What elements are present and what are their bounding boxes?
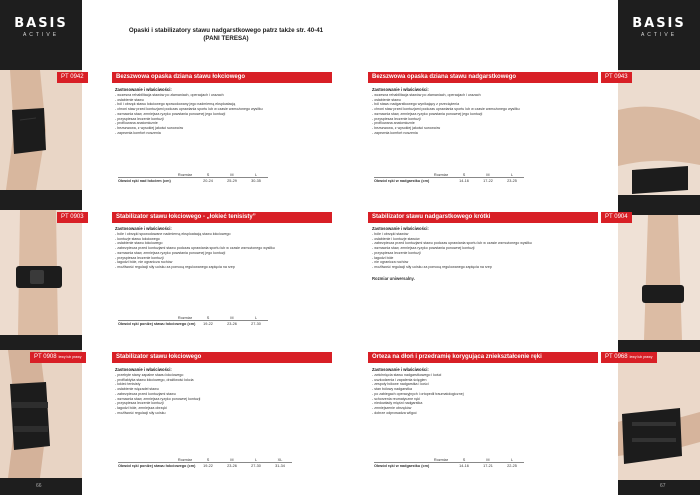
bullet-item: - przyspiesza leczenie kontuzji (115, 256, 330, 261)
bullet-item: - kontuzje stawu łokciowego (115, 237, 330, 242)
bullet-item: - profilowana anatomicznie (115, 121, 330, 126)
section-body: Zastosowanie i właściwości: - bóle i obrzęki spowodowane nadmierną eksploatacją stawu łokciowego - kontuzje stawu łokciowego - osłabienie stawu łokciowego - zabezpiecza przed kontuzjami stawu podczas uprawiania sportu lub w czasie wzmożonego wysiłku - wzmacnia staw, zmniejsza ryzyko powstania ponownej jego kontuzji - przyspiesza leczenie kontuzji - łagodzi bóle, nie ogranicza ruchów - możliwość regulacji siły ucisku za pomocą regulowanego zapięcia na rzep (115, 226, 330, 270)
size-value: 23-26 (227, 464, 237, 468)
size-table-row (118, 463, 292, 469)
bullet-list (115, 232, 330, 270)
product-code-label: PT 0904 (601, 212, 632, 223)
size-column-header: M (230, 457, 234, 462)
size-table-row (118, 321, 268, 327)
bullet-list (115, 93, 330, 135)
bullet-list (372, 373, 594, 415)
bullet-item: - po zabiegach operacyjnych i ortopedii traumatologicznej (372, 392, 594, 397)
size-column-header: M (486, 457, 490, 462)
bullet-list (115, 373, 330, 415)
product-code-label: PT 0968 lewy lub prawy (601, 352, 657, 363)
bullet-item: - przyspiesza leczenie kontuzji (115, 117, 330, 122)
bullet-item: - zabezpiecza przed kontuzjami stawu (115, 392, 330, 397)
section-title: Bezszwowa opaska dziana stawu łokciowego (112, 72, 332, 83)
size-column-header: S (206, 457, 210, 462)
size-value: 14-16 (459, 464, 469, 468)
bullet-item: - zwichnięcia stawu nadgarstkowego i kości (372, 373, 594, 378)
size-column-header: L (254, 172, 258, 177)
size-table-row (118, 178, 268, 184)
universal-size-note: Rozmiar uniwersalny. (372, 275, 415, 281)
size-value: 27-30 (251, 322, 261, 326)
section-title: Bezszwowa opaska dziana stawu nadgarstkowego (368, 72, 598, 83)
section-body: Zastosowanie i właściwości: - wczesna rehabilitacja stawów po złamaniach, operacjach i urazach - osłabienie stawu - ból stawu nadgarstkowego wynikający z przeciążenia - chroni staw przed kontuzjami podczas uprawiania sportu lub w czasie wzmożonego wysiłku - wzmacnia staw, zmniejsza ryzyko powstania ponownej jego kontuzji - przyspiesza leczenie kontuzji - profilowana anatomicznie - bezszwowa, z wysokiej jakości surowców - zapewnia komfort noszenia (372, 87, 594, 135)
product-photo-elbow-sleeve (0, 70, 82, 190)
product-photo-elbow-stabilizer (0, 350, 82, 478)
bullet-item: - profilaktyka stawu łokciowego, drażliwość łokcia (115, 378, 330, 383)
bullet-item: - przyspiesza leczenie kontuzji (372, 117, 594, 122)
size-header-label: Rozmiar (177, 457, 192, 462)
bullet-item: - osłabienie stawu (372, 98, 594, 103)
bullet-item: - wzmacnia staw, zmniejsza ryzyko powstania ponownej jego kontuzji (372, 112, 594, 117)
brand-logo-right: BASIS ACTIVE (632, 16, 686, 38)
section-body: Zastosowanie i właściwości: - przebyte stany zapalne stawu łokciowego - profilaktyka stawu łokciowego, drażliwość łokcia - łokieć tenisisty - osłabienie więzadeł stawu - zabezpiecza przed kontuzjami stawu - wzmacnia staw, zmniejsza ryzyko ponownej kontuzji - przyspiesza leczenie kontuzji - łagodzi bóle, zmniejsza obrzęki - możliwość regulacji siły ucisku (115, 367, 330, 415)
product-photo-wrist-sleeve (618, 70, 700, 195)
bullet-item: - łagodzi bóle, zmniejsza obrzęki (115, 406, 330, 411)
size-table-row (374, 463, 524, 469)
section-body: Zastosowanie i właściwości: - wczesna rehabilitacja stawów po złamaniach, operacjach i urazach - osłabienie stawu - ból i obrzęk stawu łokciowego spowodowany jego nadmierną eksploatacją - chroni staw przed kontuzjami podczas uprawiania sportu lub w czasie wzmożonego wysiłku - wzmacnia staw, zmniejsza ryzyko powstania ponownej jego kontuzji - przyspiesza leczenie kontuzji - profilowana anatomicznie - bezszwowa, z wysokiej jakości surowców - zapewnia komfort noszenia (115, 87, 330, 135)
size-row-label: Obwód ręki w nadgarstku (cm) (374, 179, 430, 183)
product-code-label: PT 0942 (57, 72, 88, 83)
bullet-item: - nie ogranicza ruchów (372, 260, 594, 265)
bullet-item: - ból stawu nadgarstkowego wynikający z przeciążenia (372, 102, 594, 107)
size-column-header: L (510, 172, 514, 177)
brand-logo-left: BASIS ACTIVE (14, 16, 68, 38)
bullet-item: - łagodzi bóle (372, 256, 594, 261)
size-header-label: Rozmiar (177, 172, 192, 177)
section-title: Stabilizator stawu łokciowego (112, 352, 332, 363)
size-value: 19-22 (203, 322, 213, 326)
bullet-item: - przyspiesza leczenie kontuzji (115, 401, 330, 406)
bullet-item: - wzmacnia staw, zmniejsza ryzyko powstania ponownej jego kontuzji (115, 112, 330, 117)
size-column-header: S (206, 315, 210, 320)
size-column-header: L (254, 315, 258, 320)
section-title: Stabilizator stawu nadgarstkowego krótki (368, 212, 598, 223)
product-photo-tennis-elbow (0, 210, 82, 335)
size-value: 27-30 (251, 464, 261, 468)
size-column-header: M (230, 315, 234, 320)
bullet-item: - łagodzi bóle, nie ogranicza ruchów (115, 260, 330, 265)
product-photo-wrist-short (618, 215, 700, 340)
size-value: 17-22 (483, 179, 493, 183)
size-column-header: S (462, 457, 466, 462)
bullet-item: - bóle i obrzęki stawów (372, 232, 594, 237)
size-column-header: S (206, 172, 210, 177)
bullet-item: - uszkodzenia i zapalenia ścięgien (372, 378, 594, 383)
bullet-item: - przyspiesza leczenie kontuzji (372, 251, 594, 256)
size-column-header: L (510, 457, 514, 462)
size-column-header: M (230, 172, 234, 177)
size-table (118, 172, 268, 184)
bullet-item: - łokieć tenisisty (115, 382, 330, 387)
size-value: 25-29 (227, 179, 237, 183)
bullet-item: - dobrze odprowadza wilgoć (372, 411, 594, 416)
size-column-header: XL (277, 457, 283, 462)
size-column-header: M (486, 172, 490, 177)
size-value: 31-34 (275, 464, 285, 468)
size-value: 23-26 (227, 322, 237, 326)
size-header-label: Rozmiar (433, 457, 448, 462)
size-header-label: Rozmiar (433, 172, 448, 177)
size-table (374, 172, 524, 184)
bullet-item: - wzmacnia staw, zmniejsza ryzyko powstania ponownej kontuzji (372, 246, 594, 251)
bullet-item: - wzmacnia staw, zmniejsza ryzyko ponownej kontuzji (115, 397, 330, 402)
product-code-label: PT 0908 lewy lub prawy (30, 352, 86, 363)
bullet-item: - zespoły bólowe nadgarstka i kości (372, 382, 594, 387)
bullet-item: - osłabienie stawu łokciowego (115, 241, 330, 246)
size-row-label: Obwód ręki w nadgarstku (cm) (374, 464, 430, 468)
bullet-item: - możliwość regulacji siły ucisku za pomocą regulowanego zapięcia na rzep (115, 265, 330, 270)
bullet-item: - osłabienie stawu (115, 98, 330, 103)
size-column-header: S (462, 172, 466, 177)
page-number-right: 67 (660, 483, 666, 489)
spread-title: Opaski i stabilizatory stawu nadgarstkowego patrz także str. 40-41 (PANI TERESA) (128, 27, 324, 42)
size-row-label: Obwód ręki poniżej stawu łokciowego (cm) (118, 464, 196, 468)
size-row-label: Obwód ręki poniżej stawu łokciowego (cm) (118, 322, 196, 326)
section-body: Zastosowanie i właściwości: - bóle i obrzęki stawów - osłabienie i kontuzje stawów - zabezpiecza przed kontuzjami stawu podczas uprawiania sportu lub w czasie wzmożonego wysiłku - wzmacnia staw, zmniejsza ryzyko powstania ponownej kontuzji - przyspiesza leczenie kontuzji - łagodzi bóle - nie ogranicza ruchów - możliwość regulacji siły ucisku za pomocą regulowanego zapięcia na rzep Rozmiar uniwersalny. (372, 226, 594, 281)
bullet-item: - osłabienie więzadeł stawu (115, 387, 330, 392)
product-code-label: PT 0903 (57, 212, 88, 223)
size-table (118, 315, 268, 327)
bullet-list (372, 232, 594, 270)
bullet-item: - ból i obrzęk stawu łokciowego spowodowany jego nadmierną eksploatacją (115, 102, 330, 107)
size-row-label: Obwód ręki nad łokciem (cm) (118, 179, 171, 183)
bullet-item: - stan bólowy nadgarstka (372, 387, 594, 392)
bullet-item: - schorzenia reumatyczne ręki (372, 397, 594, 402)
section-body: Zastosowanie i właściwości: - zwichnięcia stawu nadgarstkowego i kości - uszkodzenia i zapalenia ścięgien - zespoły bólowe nadgarstka i kości - stan bólowy nadgarstka - po zabiegach operacyjnych i ortopedii traumatologicznej - schorzenia reumatyczne ręki - niedowłady mięśni nadgarstka - zmniejszenie obrzęków - dobrze odprowadza wilgoć (372, 367, 594, 415)
section-title: Stabilizator stawu łokciowego - „łokieć tenisisty” (112, 212, 332, 223)
bullet-item: - zapewnia komfort noszenia (372, 131, 594, 136)
bullet-item: - możliwość regulacji siły ucisku (115, 411, 330, 416)
size-value: 23-25 (507, 179, 517, 183)
bullet-item: - wzmacnia staw, zmniejsza ryzyko powstania ponownej jego kontuzji (115, 251, 330, 256)
bullet-item: - niedowłady mięśni nadgarstka (372, 401, 594, 406)
bullet-item: - bóle i obrzęki spowodowane nadmierną eksploatacją stawu łokciowego (115, 232, 330, 237)
size-value: 20-24 (203, 179, 213, 183)
size-table (374, 457, 524, 469)
product-photo-forearm-orthosis (618, 352, 700, 480)
bullet-item: - wczesna rehabilitacja stawów po złamaniach, operacjach i urazach (115, 93, 330, 98)
bullet-list (372, 93, 594, 135)
bullet-item: - zabezpiecza przed kontuzjami stawu podczas uprawiania sportu lub w czasie wzmożonego wysiłku (372, 241, 594, 246)
bullet-item: - przebyte stany zapalne stawu łokciowego (115, 373, 330, 378)
size-table-row (374, 178, 524, 184)
bullet-item: - wczesna rehabilitacja stawów po złamaniach, operacjach i urazach (372, 93, 594, 98)
bullet-item: - bezszwowa, z wysokiej jakości surowców (372, 126, 594, 131)
page-number-left: 66 (36, 483, 42, 489)
size-table (118, 457, 292, 469)
size-value: 30-35 (251, 179, 261, 183)
bullet-item: - osłabienie i kontuzje stawów (372, 237, 594, 242)
bullet-item: - bezszwowa, z wysokiej jakości surowców (115, 126, 330, 131)
bullet-item: - zabezpiecza przed kontuzjami stawu podczas uprawiania sportu lub w czasie wzmożonego wysiłku (115, 246, 330, 251)
size-value: 22-25 (507, 464, 517, 468)
size-value: 19-22 (203, 464, 213, 468)
bullet-item: - chroni staw przed kontuzjami podczas uprawiania sportu lub w czasie wzmożonego wysiłku (372, 107, 594, 112)
bullet-item: - zapewnia komfort noszenia (115, 131, 330, 136)
bullet-item: - możliwość regulacji siły ucisku za pomocą regulowanego zapięcia na rzep (372, 265, 594, 270)
size-header-label: Rozmiar (177, 315, 192, 320)
size-value: 14-16 (459, 179, 469, 183)
size-column-header: L (254, 457, 258, 462)
size-value: 17-21 (483, 464, 493, 468)
bullet-item: - profilowana anatomicznie (372, 121, 594, 126)
section-title: Orteza na dłoń i przedramię korygująca zniekształcenie ręki (368, 352, 598, 363)
bullet-item: - zmniejszenie obrzęków (372, 406, 594, 411)
product-code-label: PT 0943 (601, 72, 632, 83)
bullet-item: - chroni staw przed kontuzjami podczas uprawiania sportu lub w czasie wzmożonego wysiłku (115, 107, 330, 112)
